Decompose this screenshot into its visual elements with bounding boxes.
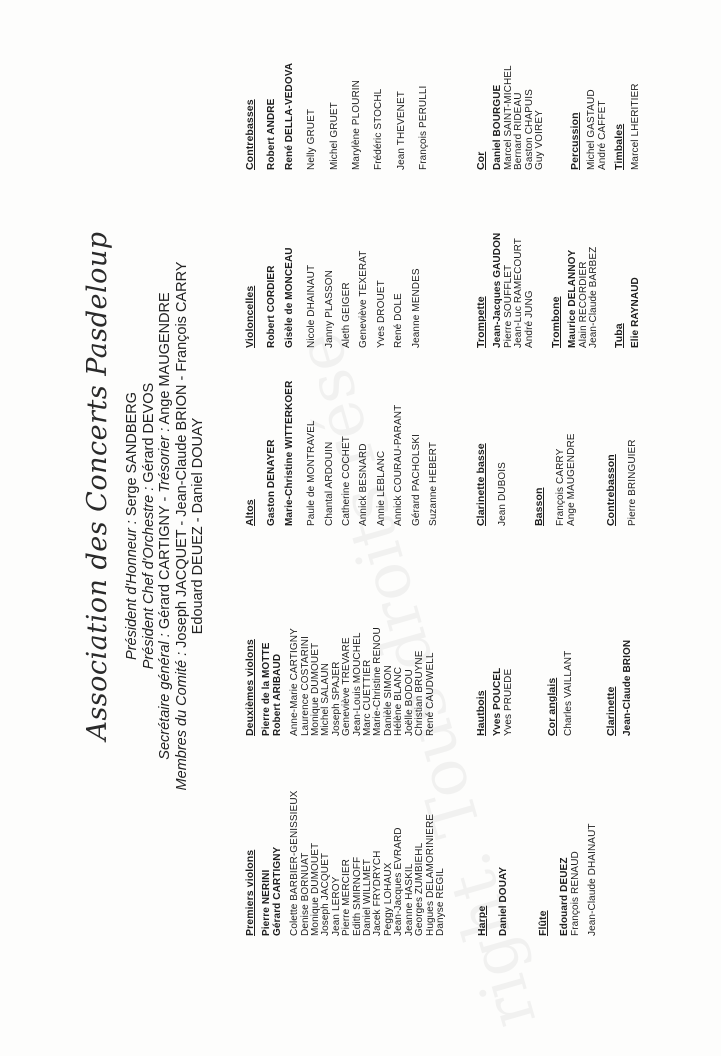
member-name: Marc CUETTIER bbox=[362, 659, 374, 736]
member-name: Yves DROUET bbox=[375, 280, 387, 348]
section-heading: Trompette bbox=[475, 296, 487, 348]
member-name: Gérard PACHOLSKI bbox=[410, 433, 422, 526]
committee-line: Membres du Comité : Joseph JACQUET - Jean-Claude BRION - François CARRY bbox=[173, 261, 190, 791]
member-name: Joëlle BODOU bbox=[403, 669, 415, 736]
leader-name: Gaston DENAYER bbox=[266, 439, 278, 526]
member-name: André CAFFET bbox=[596, 100, 608, 170]
honorary-president-line: Président d'Honneur : Serge SANDBERG bbox=[124, 392, 140, 660]
section-timbales bbox=[614, 83, 642, 170]
section-contrebasson bbox=[606, 439, 639, 526]
leader-name: Gérard CARTIGNY bbox=[271, 846, 283, 936]
leader-name: René DELLA-VEDOVA bbox=[283, 62, 295, 170]
section-heading: Cor anglais bbox=[546, 677, 558, 736]
member-name: André JUNG bbox=[523, 290, 535, 348]
section-heading: Premiers violons bbox=[244, 849, 256, 936]
section-heading: Contrebasson bbox=[605, 454, 617, 526]
member-name: Hugues DELAMORINIERE bbox=[424, 813, 436, 936]
section-deuxiemes-violons bbox=[245, 627, 436, 736]
member-name: Edith SMIRNOFF bbox=[351, 856, 363, 936]
section-heading: Hautbois bbox=[475, 690, 487, 736]
member-name: Joseph JACQUET bbox=[320, 852, 332, 936]
member-name: Michel SALAUN bbox=[320, 663, 332, 736]
section-basson bbox=[534, 433, 577, 526]
section-hautbois bbox=[476, 668, 514, 736]
leader-name: Marie-Christine WITTERKOER bbox=[283, 380, 295, 526]
member-name: René CAUDWELL bbox=[424, 652, 436, 736]
member-name: Marcel LHERITIER bbox=[630, 83, 642, 170]
section-clarinette-basse bbox=[476, 443, 509, 526]
member-name: Pierre BRINGUIER bbox=[627, 439, 639, 526]
section-contrebasses bbox=[245, 63, 430, 170]
leader-name: Robert CORDIER bbox=[266, 265, 278, 348]
leader-name: Yves POUCEL bbox=[492, 667, 504, 736]
section-heading: Clarinette bbox=[605, 686, 617, 736]
member-name: Georges ZUMBIEHL bbox=[414, 842, 426, 936]
section-heading: Contrebasses bbox=[244, 99, 256, 170]
section-cor bbox=[476, 65, 545, 170]
section-violoncelles bbox=[245, 247, 422, 348]
member-name: Pierre SOUFFLET bbox=[502, 264, 514, 348]
member-name: Anne-Marie CARTIGNY bbox=[289, 628, 301, 736]
member-name: Jean DUBOIS bbox=[497, 462, 509, 526]
association-title: Association des Concerts Pasdeloup bbox=[82, 231, 113, 741]
member-name: Nicole DHAINAUT bbox=[306, 264, 318, 348]
leader-name: Robert ANDRE bbox=[266, 98, 278, 170]
leader-name: Jean-Claude BRION bbox=[622, 639, 634, 736]
leader-name: Robert ARIBAUD bbox=[271, 653, 283, 736]
member-name: Ange MAUGENDRE bbox=[565, 433, 577, 526]
member-name: Frédéric STOCHL bbox=[373, 88, 385, 170]
member-name: Jean-Claude DHAINAUT bbox=[587, 823, 599, 936]
section-heading: Harpe bbox=[476, 905, 488, 936]
section-heading: Violoncelles bbox=[244, 285, 256, 348]
section-heading: Clarinette basse bbox=[475, 443, 487, 526]
member-name: Annie LEBLANC bbox=[375, 450, 387, 526]
member-name: Chantal ARDOUIN bbox=[323, 441, 335, 526]
section-tuba bbox=[614, 277, 642, 348]
member-name: Jeanne MENDES bbox=[410, 268, 422, 348]
member-name: Geneviève TREVARE bbox=[341, 637, 353, 736]
committee-line-2: Edouard DEUEZ - Daniel DOUAY bbox=[190, 417, 206, 635]
section-cor-anglais bbox=[547, 651, 575, 736]
member-name: Jean-Louis MOUCHEL bbox=[351, 632, 363, 736]
section-heading: Timbales bbox=[613, 123, 625, 170]
secretary-treasurer-line: Secrétaire général : Gérard CARTIGNY - Trésorier : Ange MAUGENDRE bbox=[157, 292, 173, 760]
member-name: Paule de MONTRAVEL bbox=[306, 420, 318, 526]
member-name: Suzanne HEBERT bbox=[428, 441, 440, 526]
member-name: François RENAUD bbox=[569, 851, 581, 936]
member-name: Daniel WILLMET bbox=[362, 859, 374, 936]
member-name: Jacek FRYDRYCH bbox=[372, 850, 384, 936]
member-name: Janny PLASSON bbox=[323, 269, 335, 348]
leader-name: Daniel DOUAY bbox=[498, 866, 510, 936]
leader-name: Pierre NERINI bbox=[261, 869, 273, 936]
member-name: Jean LEROY bbox=[330, 876, 342, 936]
member-name: Charles VAILLANT bbox=[563, 650, 575, 736]
member-name: Yves PRUEDE bbox=[502, 668, 514, 736]
member-name: Annick BESNARD bbox=[358, 443, 370, 526]
member-name: Colette BARBIER-GENISSIEUX bbox=[289, 790, 301, 936]
section-premiers-violons bbox=[245, 791, 446, 936]
member-name: Marcel SAINT-MICHEL bbox=[502, 65, 514, 170]
section-percussion bbox=[570, 89, 608, 170]
member-name: Geneviève TEXERAT bbox=[358, 250, 370, 348]
conductor-president-line: Président Chef d'Orchestre : Gérard DEVOS bbox=[140, 382, 157, 670]
member-name: Danièle SIMON bbox=[382, 665, 394, 736]
member-name: Christian BRUYNE bbox=[414, 650, 426, 736]
board-members bbox=[124, 146, 207, 906]
member-name: Bernard RIDEAU bbox=[513, 92, 525, 170]
member-name: François CARRY bbox=[555, 448, 567, 526]
member-name: Gaston CHAPUIS bbox=[523, 89, 535, 170]
section-heading: Tuba bbox=[613, 323, 625, 348]
member-name: Denise BORNUAT bbox=[299, 852, 311, 936]
member-name: Catherine COCHET bbox=[341, 436, 353, 526]
section-heading: Basson bbox=[533, 487, 545, 526]
member-name: Jean THEVENET bbox=[395, 91, 407, 170]
member-name: Aleth GEIGER bbox=[341, 282, 353, 348]
member-name: René DOLE bbox=[393, 293, 405, 348]
member-name: Michel GASTAUD bbox=[586, 89, 598, 170]
leader-name: Elie RAYNAUD bbox=[630, 277, 642, 348]
leader-name: Daniel BOURGUE bbox=[492, 84, 504, 170]
section-flute bbox=[538, 823, 599, 936]
leader-name: Maurice DELANNOY bbox=[567, 249, 579, 348]
section-heading: Flûte bbox=[537, 910, 549, 936]
section-heading: Altos bbox=[244, 499, 256, 526]
member-name: Peggy LOHAUX bbox=[382, 862, 394, 936]
section-heading: Cor bbox=[475, 151, 487, 170]
member-name: Alain RECORDIER bbox=[577, 261, 589, 348]
leader-name: Pierre de la MOTTE bbox=[261, 642, 273, 736]
member-name: Monique DUMOUET bbox=[310, 842, 322, 936]
section-trombone bbox=[551, 247, 600, 348]
member-name: Jean-Claude BARBEZ bbox=[588, 246, 600, 348]
member-name: Annick COURAU-PARANT bbox=[393, 404, 405, 526]
section-harpe bbox=[477, 867, 510, 936]
member-name: Nelly GRUET bbox=[306, 108, 318, 170]
section-heading: Deuxièmes violons bbox=[244, 639, 256, 736]
section-clarinette bbox=[606, 640, 634, 736]
section-altos bbox=[245, 381, 439, 526]
section-heading: Trombone bbox=[550, 296, 562, 348]
member-name: Marylène PLOURIN bbox=[351, 80, 363, 170]
member-name: François PERULLI bbox=[418, 85, 430, 170]
section-trompette bbox=[476, 233, 535, 348]
member-name: Michel GRUET bbox=[328, 102, 340, 170]
member-name: Pierre MERCIER bbox=[341, 859, 353, 936]
member-name: Monique DUMOUET bbox=[310, 642, 322, 736]
member-name: Danyse REGIL bbox=[434, 868, 446, 936]
member-name: Jean-Jacques EVRARD bbox=[393, 827, 405, 936]
leader-name: Edouard DEUEZ bbox=[559, 857, 571, 936]
member-name: Joseph SPAJER bbox=[330, 661, 342, 736]
member-name: Guy VOIREY bbox=[534, 110, 546, 170]
member-name: Marie-Christine RENOU bbox=[372, 627, 384, 736]
leader-name: Gisèle de MONCEAU bbox=[283, 247, 295, 348]
member-name: Jean-Luc RAMECOURT bbox=[513, 238, 525, 348]
member-name: Jeanne HASKIL bbox=[403, 863, 415, 936]
leader-name: Jean-Jacques GAUDON bbox=[492, 232, 504, 348]
member-name: Laurence COSTARINI bbox=[299, 636, 311, 736]
member-name: Hélène BLANC bbox=[393, 666, 405, 736]
section-heading: Percussion bbox=[569, 112, 581, 170]
